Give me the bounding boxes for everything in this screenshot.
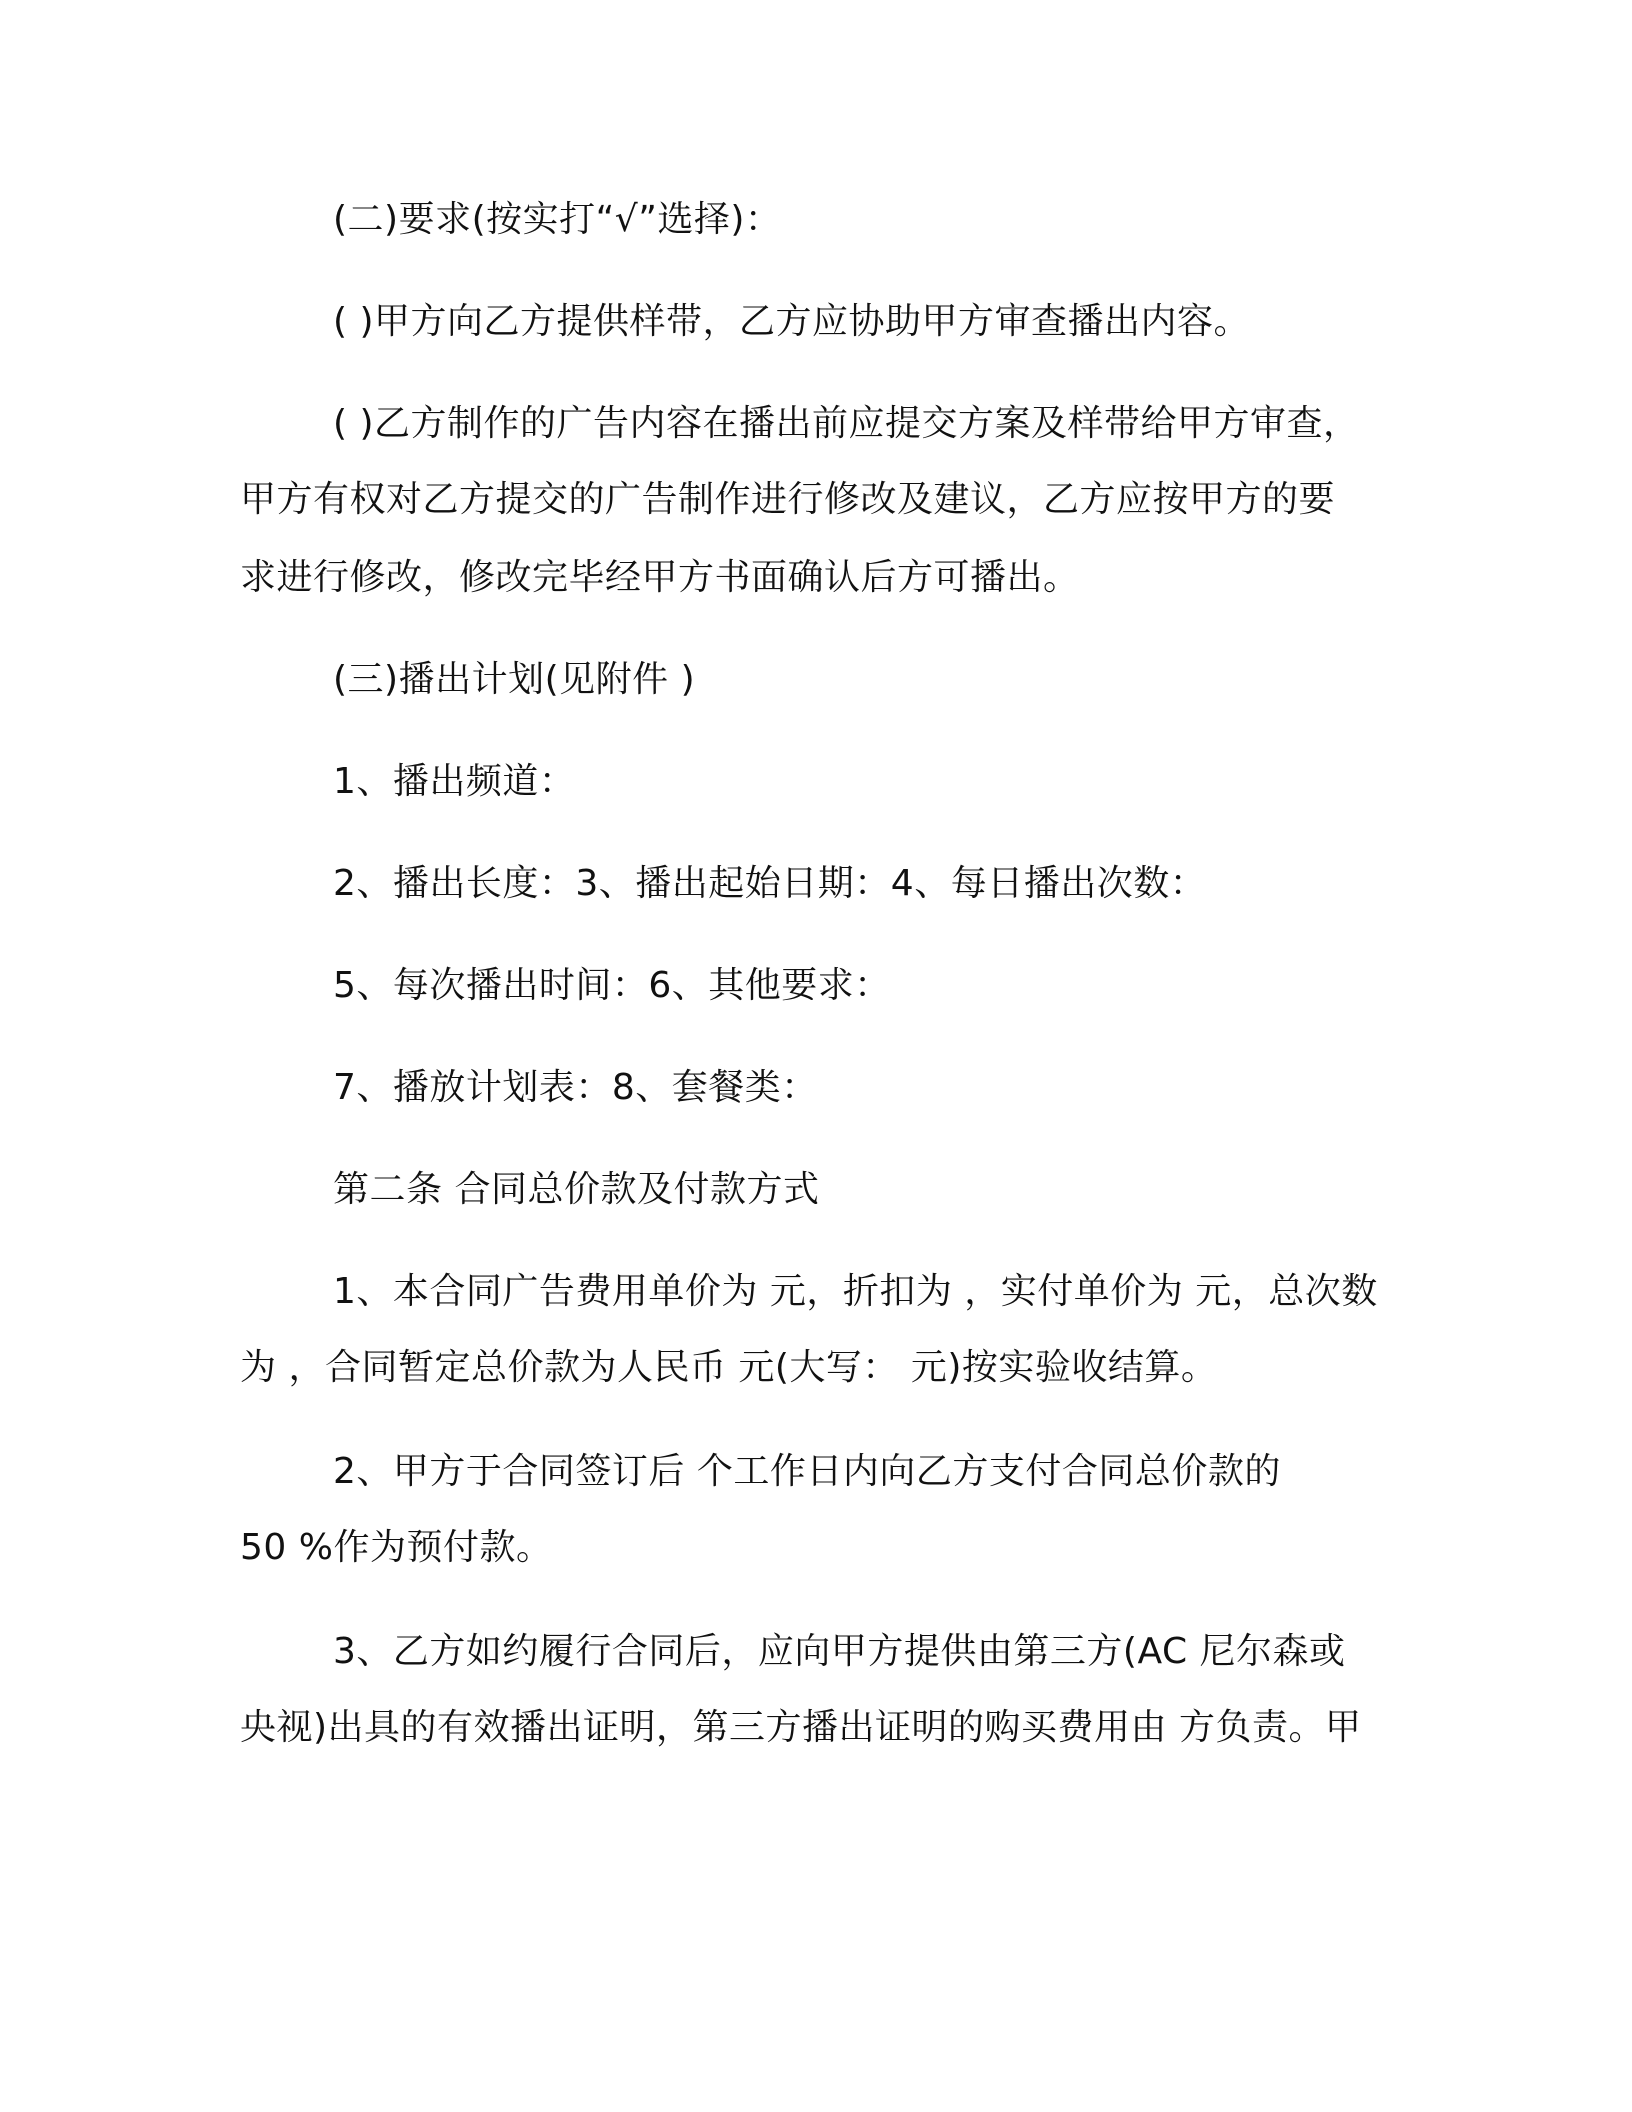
plan-item-schedule-package: 7、播放计划表：8、套餐类： bbox=[333, 1067, 818, 1108]
payment-clause-1-line-2: 为 ，合同暂定总价款为人民币 元(大写： 元)按实验收结算。 bbox=[240, 1347, 1218, 1388]
option-production-line-3: 求进行修改，修改完毕经甲方书面确认后方可播出。 bbox=[240, 557, 1080, 598]
option-sample-tape-line: ( )甲方向乙方提供样带，乙方应协助甲方审查播出内容。 bbox=[333, 301, 1251, 342]
payment-clause-3-line-2: 央视)出具的有效播出证明，第三方播出证明的购买费用由 方负责。甲 bbox=[240, 1707, 1362, 1748]
payment-clause-2-line-1: 2、甲方于合同签订后 个工作日内向乙方支付合同总价款的 bbox=[333, 1451, 1281, 1492]
plan-item-time-other: 5、每次播出时间：6、其他要求： bbox=[333, 965, 891, 1006]
plan-item-length-date-count: 2、播出长度：3、播出起始日期：4、每日播出次数： bbox=[333, 863, 1207, 904]
option-production-line-1: ( )乙方制作的广告内容在播出前应提交方案及样带给甲方审查， bbox=[333, 403, 1360, 444]
payment-clause-3-line-1: 3、乙方如约履行合同后，应向甲方提供由第三方(AC 尼尔森或 bbox=[333, 1631, 1346, 1672]
payment-clause-2-line-2: 50 %作为预付款。 bbox=[240, 1527, 553, 1568]
section-heading-requirements: (二)要求(按实打“√”选择)： bbox=[333, 199, 782, 240]
payment-clause-1-line-1: 1、本合同广告费用单价为 元，折扣为 ，实付单价为 元，总次数 bbox=[333, 1271, 1378, 1312]
plan-item-channel: 1、播出频道： bbox=[333, 761, 576, 802]
section-heading-broadcast-plan: (三)播出计划(见附件 ) bbox=[333, 659, 696, 700]
article-heading-price-payment: 第二条 合同总价款及付款方式 bbox=[333, 1169, 820, 1210]
option-production-line-2: 甲方有权对乙方提交的广告制作进行修改及建议，乙方应按甲方的要 bbox=[240, 479, 1336, 520]
